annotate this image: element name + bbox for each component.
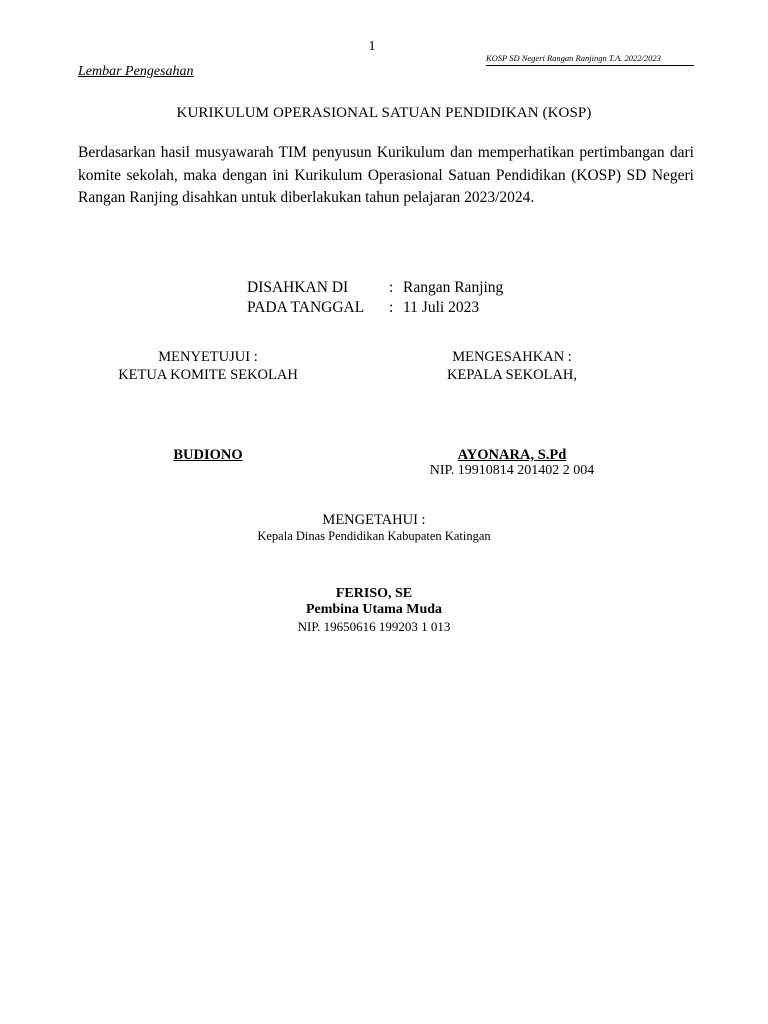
head-of-office-name: FERISO, SE <box>335 586 413 601</box>
ratification-date-row <box>247 298 503 318</box>
page-number: 1 <box>368 39 376 54</box>
document-title: KURIKULUM OPERASIONAL SATUAN PENDIDIKAN (KOSP) <box>176 105 592 121</box>
principal-signatory <box>392 446 632 464</box>
ratification-block <box>247 278 503 318</box>
principal-ratify-label: MENGESAHKAN : <box>452 349 572 365</box>
committee-role: KETUA KOMITE SEKOLAH <box>118 367 298 383</box>
committee-name: BUDIONO <box>173 447 243 463</box>
principal-nip: NIP. 19910814 201402 2 004 <box>429 463 595 478</box>
body-paragraph: Berdasarkan hasil musyawarah TIM penyusun Kurikulum dan memperhatikan pertimbangan dari komite sekolah, maka dengan ini Kurikulum Operasional Satuan Pendidikan (KOSP) SD Negeri Rangan Ranjing disahkan untuk diberlakukan tahun pelajaran 2023/2024. <box>78 144 694 207</box>
committee-approval-label: MENYETUJUI : <box>158 349 258 365</box>
date-label: PADA TANGGAL <box>247 299 365 316</box>
running-header: KOSP SD Negeri Rangan Ranjingn T.A. 2022/2023 <box>486 53 694 66</box>
committee-signatory <box>88 446 328 464</box>
committee-signature-heading <box>88 348 328 384</box>
acknowledgement-role: Kepala Dinas Pendidikan Kabupaten Katingan <box>257 529 491 543</box>
date-separator: : <box>389 299 394 316</box>
principal-signature-heading <box>392 348 632 384</box>
principal-role: KEPALA SEKOLAH, <box>447 367 577 383</box>
head-of-office-rank: Pembina Utama Muda <box>305 602 443 617</box>
acknowledgement-label: MENGETAHUI : <box>322 512 426 528</box>
place-separator: : <box>389 279 394 296</box>
principal-name: AYONARA, S.Pd <box>457 447 567 463</box>
head-of-office-nip: NIP. 19650616 199203 1 013 <box>297 619 451 634</box>
ratification-place-row <box>247 278 503 298</box>
place-label: DISAHKAN DI <box>247 279 349 296</box>
section-label: Lembar Pengesahan <box>78 64 194 79</box>
place-value: Rangan Ranjing <box>403 279 504 296</box>
date-value: 11 Juli 2023 <box>403 299 480 316</box>
